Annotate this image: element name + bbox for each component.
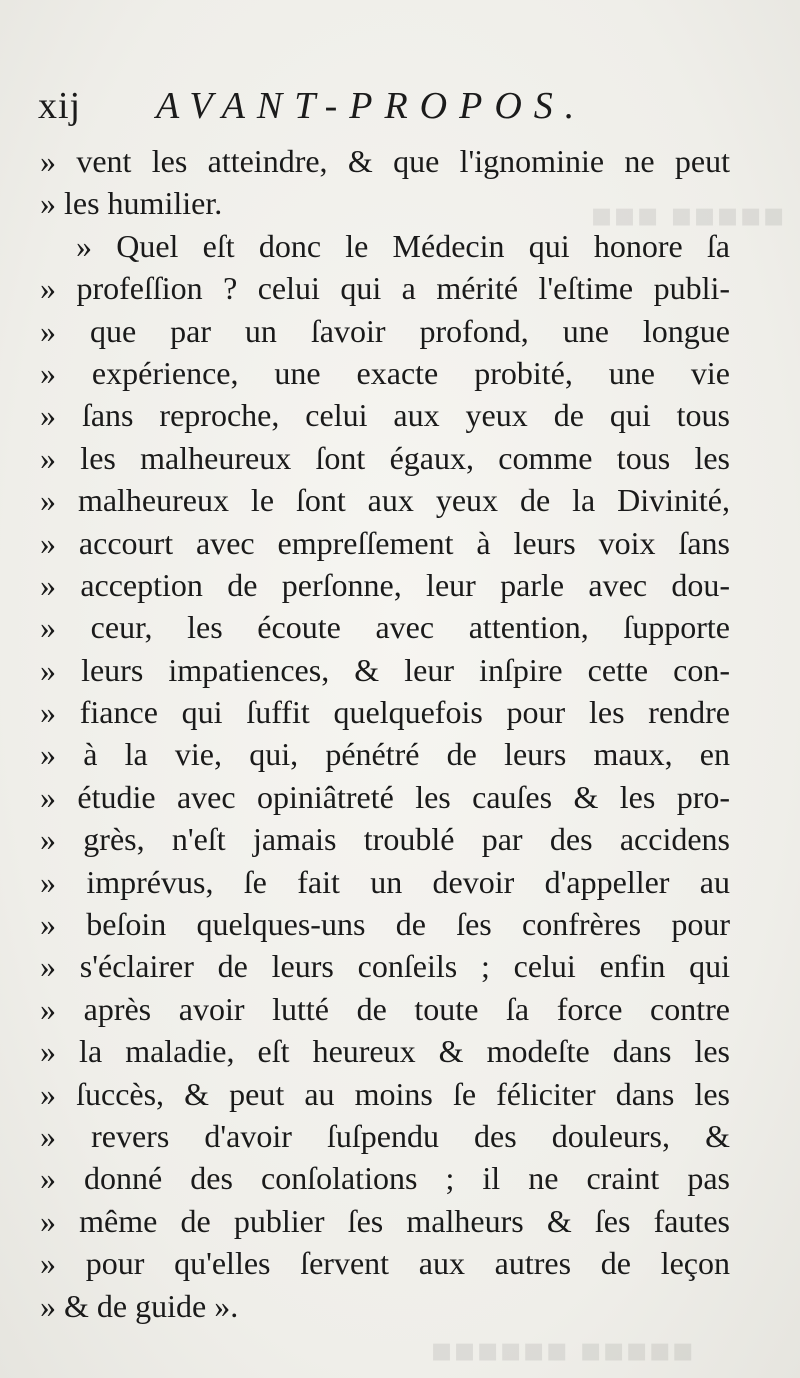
text-line: » donné des conſolations ; il ne craint pas: [40, 1160, 730, 1197]
text-line: » à la vie, qui, pénétré de leurs maux, en: [40, 736, 730, 773]
text-line: » ſuccès, & peut au moins ſe féliciter dans les: [40, 1075, 730, 1112]
text-line: » imprévus, ſe fait un devoir d'appeller au: [40, 863, 730, 900]
text-line: » profeſſion ? celui qui a mérité l'eſtime publi-: [40, 270, 730, 307]
text-line: » beſoin quelques-uns de ſes confrères pour: [40, 906, 730, 943]
text-line: » fiance qui ſuffit quelquefois pour les rendre: [40, 694, 730, 731]
text-line: » & de guide ».: [40, 1287, 239, 1324]
text-line: » Quel eſt donc le Médecin qui honore ſa: [76, 227, 730, 264]
bleed-through-top: ▪▪▪ ▪▪▪▪▪: [590, 195, 786, 235]
text-line: » après avoir lutté de toute ſa force contre: [40, 990, 730, 1027]
text-line: » même de publier ſes malheurs & ſes fautes: [40, 1202, 730, 1239]
text-line: » que par un ſavoir profond, une longue: [40, 312, 730, 349]
text-line: » accourt avec empreſſement à leurs voix ſans: [40, 524, 730, 561]
text-line: » grès, n'eſt jamais troublé par des accidens: [40, 821, 730, 858]
running-title: AVANT-PROPOS.: [156, 85, 587, 127]
text-line: » pour qu'elles ſervent aux autres de leçon: [40, 1245, 730, 1282]
text-line: » acception de perſonne, leur parle avec dou-: [40, 566, 730, 603]
body-text: [40, 140, 730, 1327]
folio-number: xij: [38, 85, 82, 127]
text-line: » leurs impatiences, & leur inſpire cette con-: [40, 651, 730, 688]
text-line: » vent les atteindre, & que l'ignominie ne peut: [40, 143, 730, 179]
text-line: » les malheureux ſont égaux, comme tous les: [40, 439, 730, 476]
text-line: » s'éclairer de leurs conſeils ; celui enfin qui: [40, 948, 730, 985]
text-line: » les humilier.: [40, 185, 223, 222]
text-line: » expérience, une exacte probité, une vie: [40, 354, 730, 391]
text-line: » ſans reproche, celui aux yeux de qui tous: [40, 397, 730, 434]
text-line: » malheureux le ſont aux yeux de la Divinité,: [40, 482, 730, 519]
page-header: [38, 84, 758, 134]
text-line: » la maladie, eſt heureux & modeſte dans les: [40, 1033, 730, 1070]
text-line: » revers d'avoir ſuſpendu des douleurs, &: [40, 1117, 730, 1154]
bleed-through-bottom: ▪▪▪▪▪▪ ▪▪▪▪▪: [430, 1330, 695, 1370]
text-line: » étudie avec opiniâtreté les cauſes & les pro-: [40, 778, 730, 815]
text-line: » ceur, les écoute avec attention, ſupporte: [40, 609, 730, 646]
